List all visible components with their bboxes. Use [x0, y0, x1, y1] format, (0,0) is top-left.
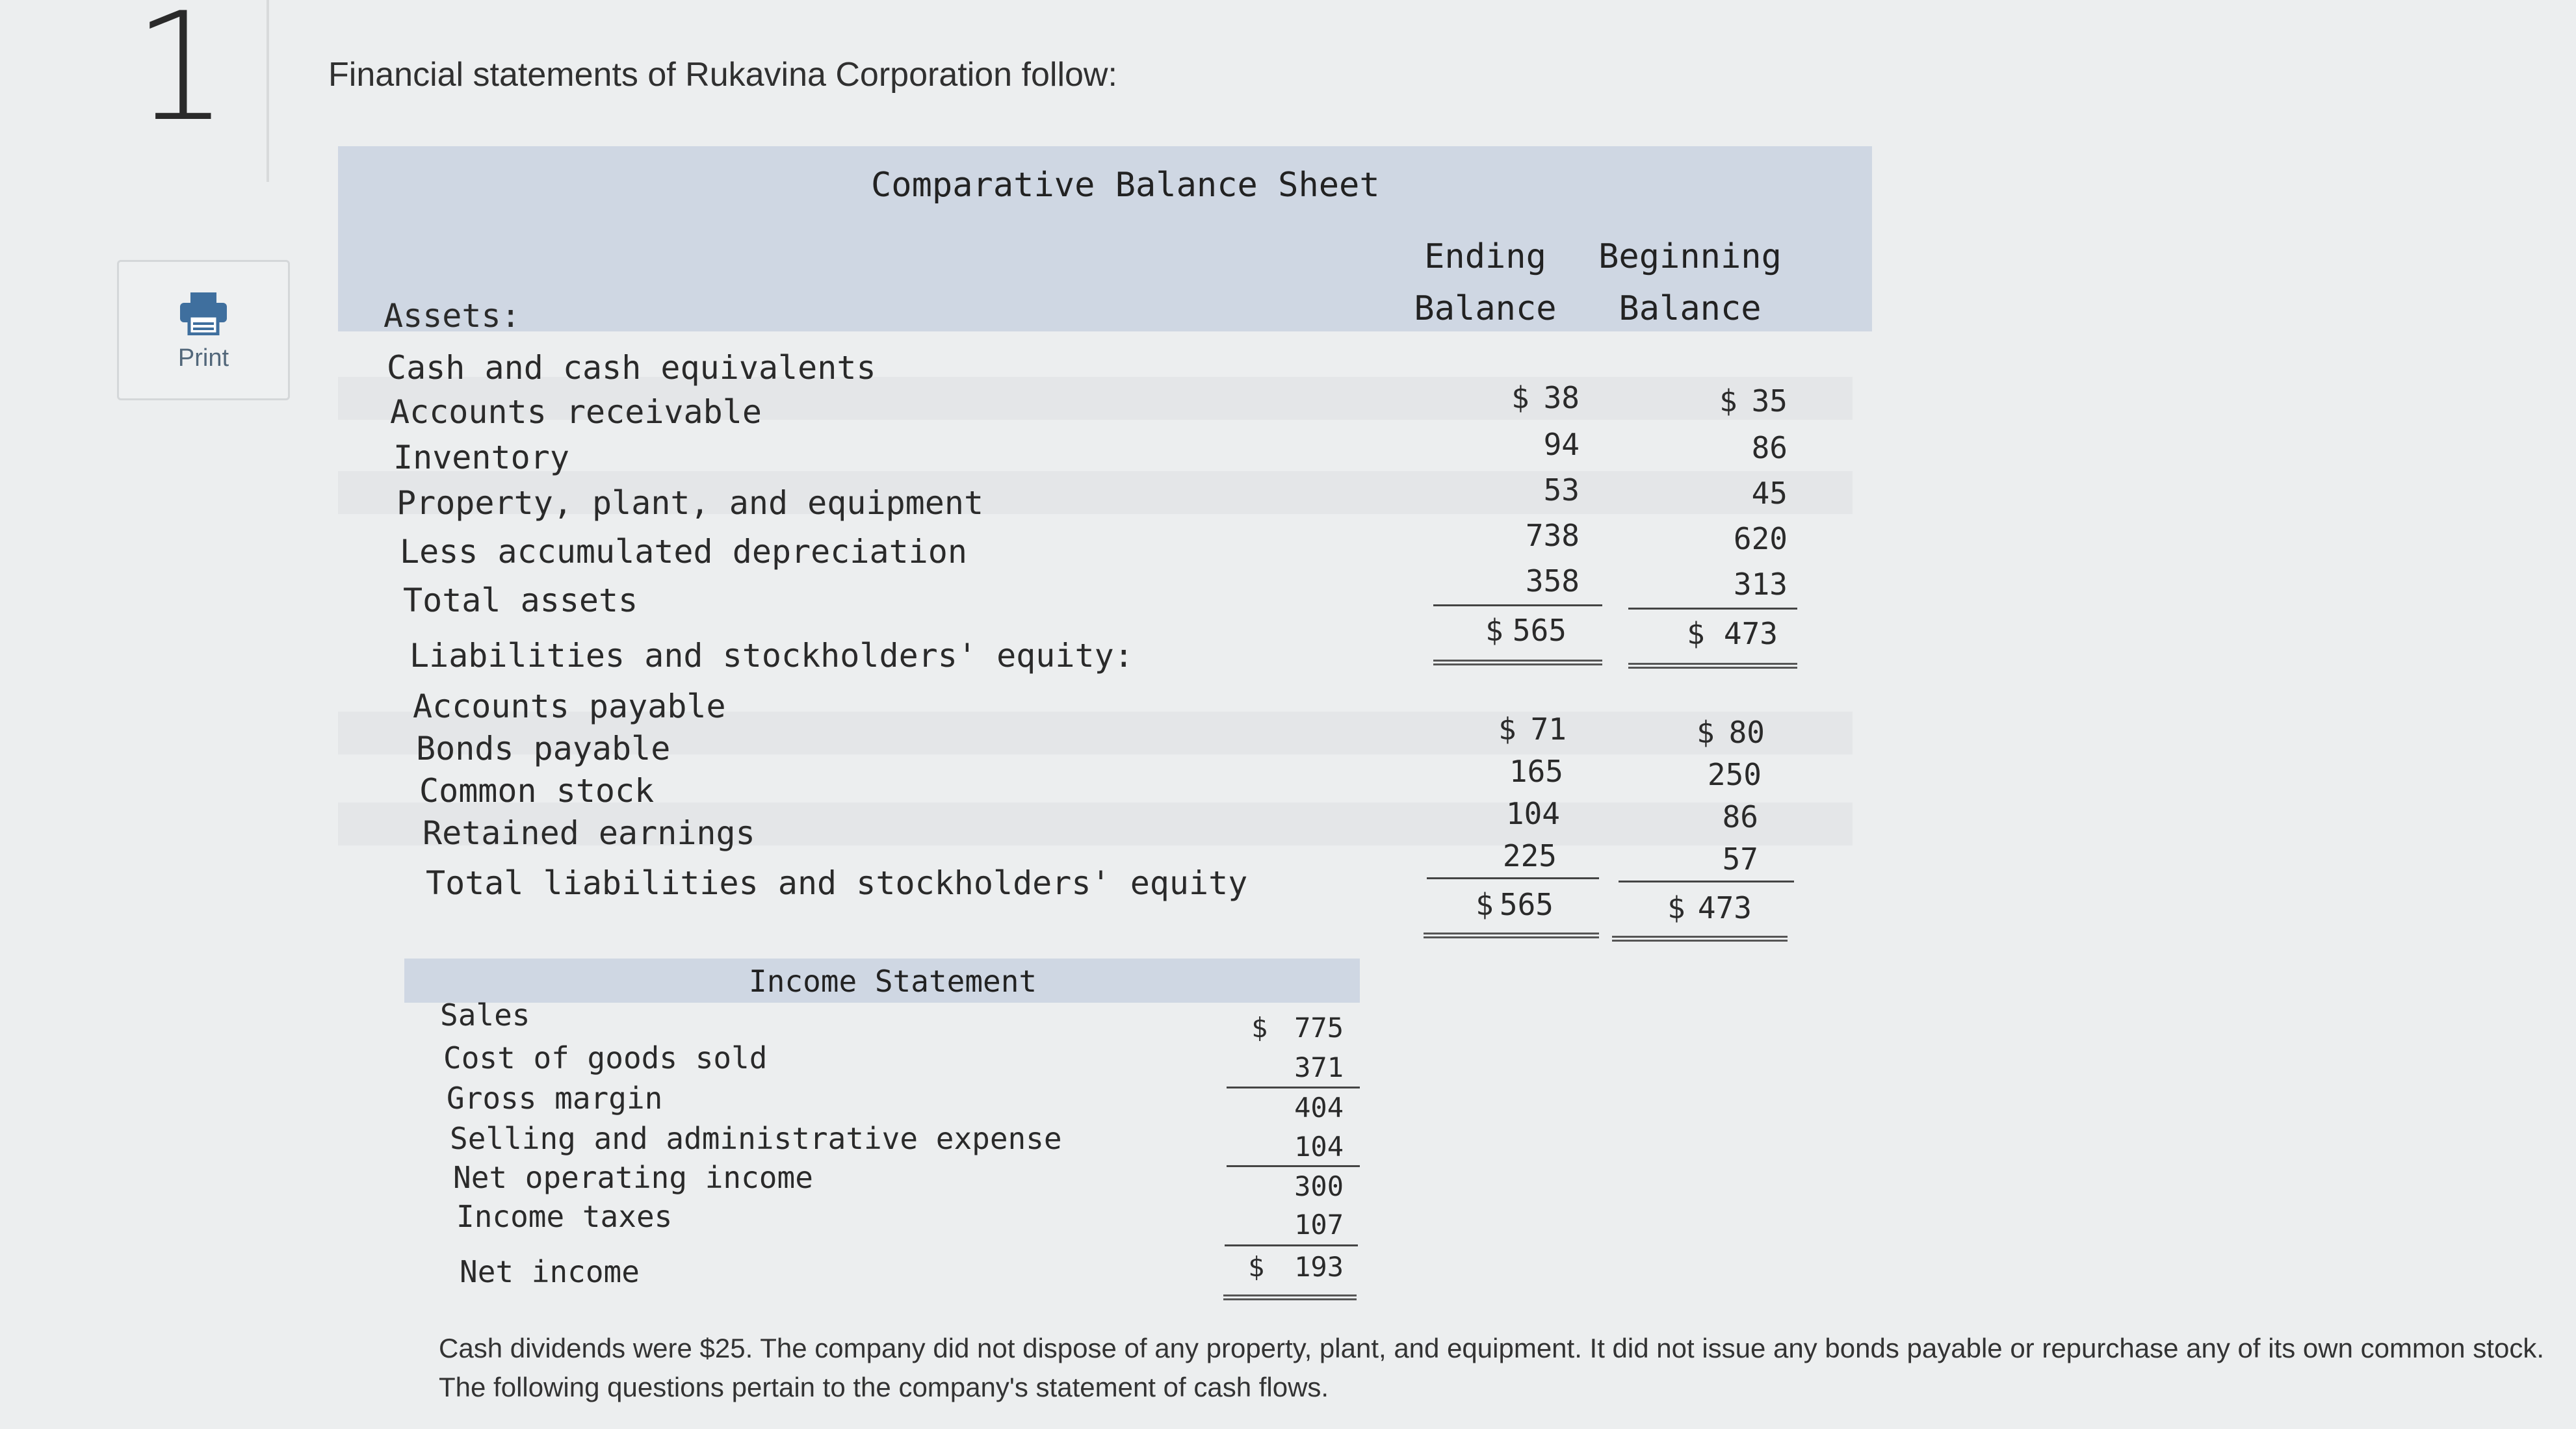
beginning-header-line2: Balance: [1619, 289, 1762, 328]
beginning-balance-column-header: [1593, 231, 1788, 335]
net-income-value: 193: [1294, 1251, 1344, 1283]
beginning-value: 80: [1728, 715, 1765, 750]
balance-row-label: Retained earnings: [423, 814, 755, 852]
currency-symbol: $: [1498, 712, 1516, 747]
beginning-value: 620: [1733, 521, 1788, 556]
balance-row-label: Bonds payable: [416, 730, 671, 767]
total-double-rule: [1612, 936, 1788, 942]
currency-symbol: $: [1476, 887, 1494, 922]
income-row-label: Net operating income: [453, 1160, 813, 1195]
ending-balance-column-header: [1388, 231, 1583, 335]
beginning-value: 86: [1751, 430, 1788, 465]
question-number-divider: [267, 0, 269, 182]
beginning-total-liabilities-equity: 473: [1697, 890, 1752, 925]
subtotal-rule: [1628, 608, 1797, 610]
income-statement: [404, 959, 1360, 1309]
currency-symbol: $: [1251, 1012, 1268, 1044]
income-row-label: Cost of goods sold: [443, 1040, 768, 1075]
currency-symbol: $: [1248, 1251, 1265, 1283]
balance-row-label: Less accumulated depreciation: [400, 533, 967, 571]
income-row-label: Gross margin: [447, 1081, 663, 1116]
currency-symbol: $: [1667, 890, 1685, 925]
income-value: 371: [1294, 1051, 1344, 1083]
income-value: 300: [1294, 1170, 1344, 1202]
balance-row-label: Accounts payable: [413, 688, 726, 725]
currency-symbol: $: [1719, 383, 1737, 418]
beginning-value: 35: [1751, 383, 1788, 418]
subtotal-rule: [1427, 877, 1599, 879]
subtotal-rule: [1227, 1087, 1360, 1088]
balance-row-label: Common stock: [419, 772, 655, 810]
ending-value: 738: [1525, 518, 1580, 553]
income-value: 107: [1294, 1209, 1344, 1241]
beginning-total-assets: 473: [1723, 616, 1778, 651]
balance-row-label: Accounts receivable: [390, 393, 762, 431]
ending-value: 38: [1543, 380, 1580, 415]
ending-value: 71: [1530, 712, 1567, 747]
total-double-rule: [1628, 663, 1797, 669]
subtotal-rule: [1433, 604, 1602, 606]
total-double-rule: [1223, 1294, 1357, 1300]
income-row-label: Income taxes: [456, 1199, 673, 1234]
balance-row-label: Cash and cash equivalents: [387, 349, 876, 387]
beginning-value: 86: [1722, 799, 1758, 834]
print-label: Print: [177, 344, 229, 372]
subtotal-rule: [1225, 1244, 1358, 1246]
balance-row-label: Property, plant, and equipment: [397, 484, 984, 522]
print-button[interactable]: [117, 260, 290, 400]
beginning-value: 57: [1722, 842, 1758, 877]
balance-sheet-title: Comparative Balance Sheet: [871, 166, 1380, 205]
income-value: 775: [1294, 1012, 1344, 1044]
ending-value: 94: [1543, 427, 1580, 462]
subtotal-rule: [1619, 881, 1794, 882]
ending-total-assets: 565: [1512, 613, 1567, 648]
comparative-balance-sheet: [338, 146, 1872, 946]
printer-icon: [177, 291, 229, 335]
ending-value: 104: [1505, 796, 1560, 831]
beginning-value: 45: [1751, 476, 1788, 511]
total-liabilities-equity-label: Total liabilities and stockholders' equity: [426, 864, 1248, 902]
income-statement-header: [404, 959, 1360, 1003]
ending-header-line2: Balance: [1414, 289, 1557, 328]
balance-sheet-header: [338, 146, 1872, 331]
ending-value: 165: [1509, 754, 1563, 789]
question-number: 1: [133, 0, 229, 155]
ending-total-liabilities-equity: 565: [1499, 887, 1554, 922]
total-double-rule: [1424, 933, 1599, 938]
problem-note: Cash dividends were $25. The company did not dispose of any property, plant, and equipment. It did not issue any bonds payable or repurchase any of its own common stock. The following questions pertain to the company's statement of cash flows.: [439, 1333, 2545, 1402]
beginning-value: 250: [1707, 757, 1762, 792]
net-income-label: Net income: [460, 1254, 640, 1289]
income-value: 404: [1294, 1092, 1344, 1124]
total-double-rule: [1433, 660, 1602, 665]
currency-symbol: $: [1485, 613, 1503, 648]
beginning-header-line1: Beginning: [1598, 237, 1782, 276]
currency-symbol: $: [1697, 715, 1715, 750]
liabilities-equity-heading: Liabilities and stockholders' equity:: [410, 637, 1134, 675]
currency-symbol: $: [1687, 616, 1705, 651]
ending-value: 53: [1543, 472, 1580, 508]
beginning-value: 313: [1733, 567, 1788, 602]
ending-header-line1: Ending: [1424, 237, 1546, 276]
total-assets-label: Total assets: [403, 582, 638, 619]
income-value: 104: [1294, 1131, 1344, 1163]
income-statement-title: Income Statement: [749, 964, 1037, 999]
assets-heading: Assets:: [384, 297, 521, 335]
question-intro: Financial statements of Rukavina Corporation follow:: [328, 56, 1117, 94]
ending-value: 358: [1525, 563, 1580, 599]
income-row-label: Selling and administrative expense: [450, 1121, 1062, 1156]
currency-symbol: $: [1511, 380, 1529, 415]
balance-row-label: Inventory: [393, 439, 569, 476]
ending-value: 225: [1502, 838, 1557, 873]
subtotal-rule: [1227, 1165, 1360, 1167]
income-row-label: Sales: [440, 998, 530, 1033]
